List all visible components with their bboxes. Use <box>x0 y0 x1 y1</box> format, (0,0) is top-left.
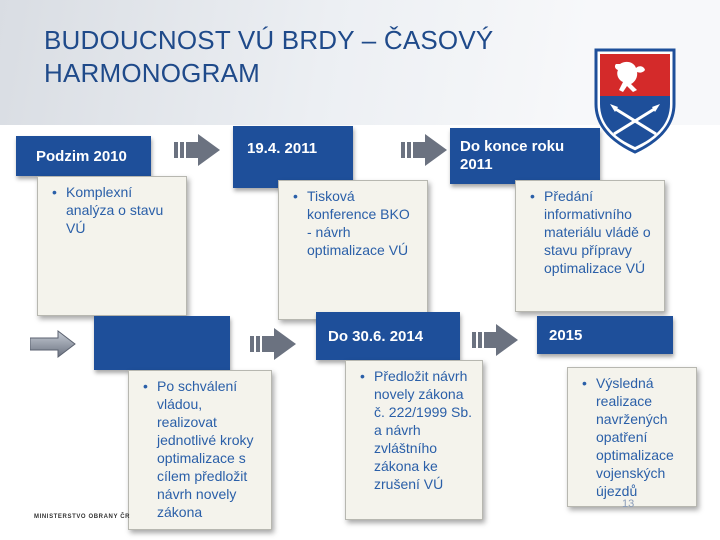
arrow-right-icon <box>30 330 76 358</box>
date-box-podzim-2010: Podzim 2010 <box>16 136 151 176</box>
note-item: • Tisková konference BKO - návrh optimalizace VÚ <box>293 187 417 259</box>
note-tiskova-konference <box>278 180 428 320</box>
arrow-right-icon <box>472 322 520 358</box>
note-komplexni-analyza <box>37 176 187 316</box>
note-item: • Po schválení vládou, realizovat jednotlivé kroky optimalizace s cílem předložit návrh novely zákona <box>143 377 263 521</box>
page-title: BUDOUCNOST VÚ BRDY – ČASOVÝ HARMONOGRAM <box>44 25 494 88</box>
note-po-schvaleni <box>128 370 272 530</box>
arrow-right-icon <box>250 326 298 362</box>
note-vysledna-realizace <box>567 367 697 507</box>
note-item: • Předložit návrh novely zákona č. 222/1999 Sb. a návrh zvláštního zákona ke zrušení VÚ <box>360 367 474 493</box>
date-box-konec-2011: Do konce roku 2011 <box>450 128 600 184</box>
note-item: • Výsledná realizace navržených opatření optimalizace vojenských újezdů <box>582 374 690 500</box>
note-item: • Komplexní analýza o stavu VÚ <box>52 183 176 237</box>
note-item: • Předání informativního materiálu vládě o stavu přípravy optimalizace VÚ <box>530 187 654 277</box>
ministry-emblem-icon <box>590 46 680 154</box>
arrow-right-icon <box>401 132 449 168</box>
date-box-blank <box>94 316 230 370</box>
page-number: 13 <box>622 498 635 510</box>
footer-ministry: MINISTERSTVO OBRANY ČR <box>34 514 131 520</box>
date-box-19-4-2011: 19.4. 2011 <box>233 126 353 188</box>
note-predani-materialu <box>515 180 665 312</box>
date-box-30-6-2014: Do 30.6. 2014 <box>316 312 460 360</box>
note-predlozit-navrh <box>345 360 483 520</box>
arrow-right-icon <box>174 132 222 168</box>
date-box-2015: 2015 <box>537 316 673 354</box>
